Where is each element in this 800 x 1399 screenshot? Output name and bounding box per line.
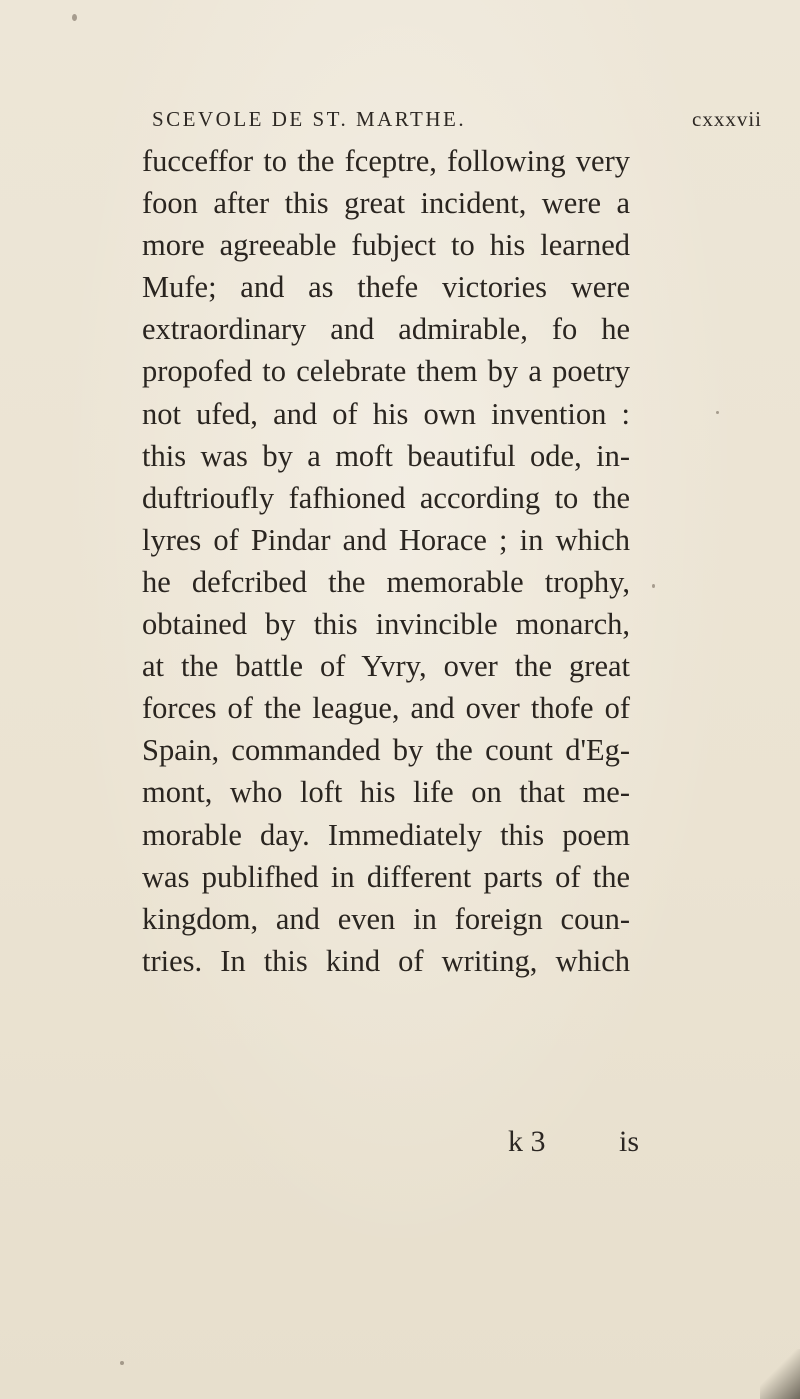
- catchword: is: [619, 1125, 640, 1158]
- text-line: at the battle of Yvry, over the great: [142, 649, 630, 684]
- text-line: duftrioufly fafhioned according to the: [142, 480, 630, 515]
- text-line: obtained by this invincible monarch,: [142, 607, 630, 642]
- text-line: foon after this great incident, were a: [142, 186, 630, 221]
- text-line: not ufed, and of his own invention :: [142, 396, 630, 431]
- text-line: mont, who loft his life on that me-: [142, 775, 630, 810]
- text-line: lyres of Pindar and Horace ; in which: [142, 522, 630, 557]
- text-line: Spain, commanded by the count d'Eg-: [142, 733, 630, 768]
- text-line: he defcribed the memorable trophy,: [142, 564, 630, 599]
- body-text: [142, 140, 630, 982]
- paper-speck: [72, 14, 77, 21]
- signature-mark: k 3: [508, 1125, 546, 1158]
- text-line: forces of the league, and over thofe of: [142, 691, 630, 726]
- paper-speck: [716, 411, 719, 414]
- running-title: SCEVOLE DE ST. MARTHE.: [152, 107, 467, 131]
- text-line: kingdom, and even in foreign coun-: [142, 901, 630, 936]
- text-line: Mufe; and as thefe victories were: [142, 270, 630, 305]
- text-line: propofed to celebrate them by a poetry: [142, 354, 630, 389]
- paper-speck: [120, 1361, 124, 1365]
- text-line: fucceffor to the fceptre, following very: [142, 144, 630, 178]
- text-line: extraordinary and admirable, fo he: [142, 312, 630, 347]
- text-line: tries. In this kind of writing, which: [142, 943, 630, 978]
- paper-speck: [652, 584, 655, 588]
- text-line: this was by a moft beautiful ode, in-: [142, 438, 630, 473]
- page-corner-shadow: [760, 1349, 800, 1399]
- running-head: [152, 107, 792, 137]
- catchline: [508, 1125, 668, 1165]
- text-line: more agreeable fubject to his learned: [142, 228, 630, 263]
- page-number: cxxxvii: [692, 107, 762, 131]
- text-line: morable day. Immediately this poem: [142, 817, 630, 852]
- text-line: was publifhed in different parts of the: [142, 859, 630, 894]
